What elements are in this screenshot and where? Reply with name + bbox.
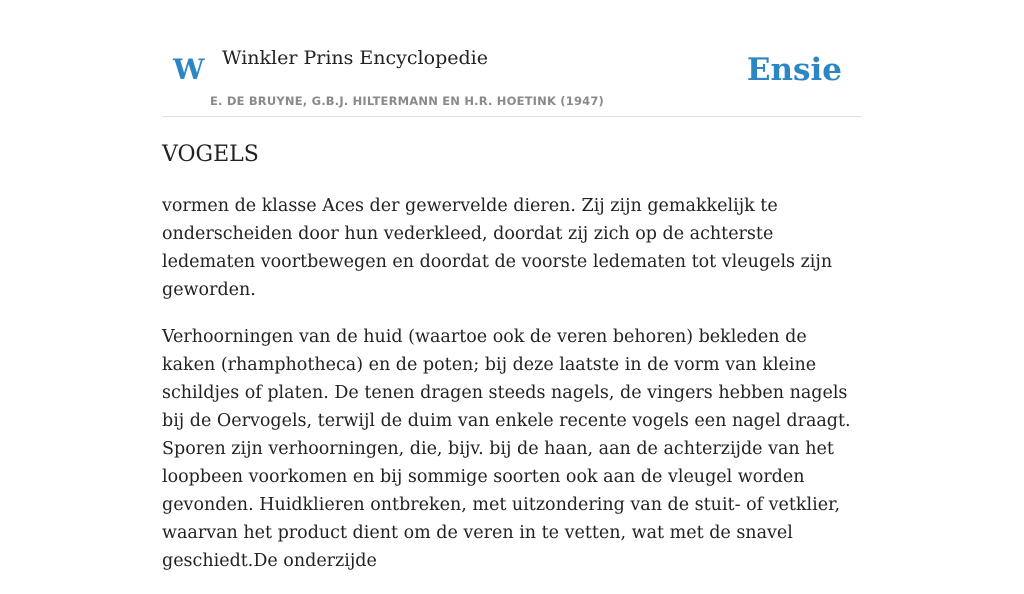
- article-paragraph: vormen de klasse Aces der gewervelde dieren. Zij zijn gemakkelijk te onderscheiden door hun vederkleed, doordat zij zich op de achterste ledematen voortbewegen en doordat de voorste ledematen tot vleugels zijn geworden.: [162, 196, 833, 300]
- ensie-brand-logo[interactable]: Ensie: [746, 52, 842, 88]
- article-title: VOGELS: [162, 142, 259, 167]
- site-header: [162, 40, 862, 117]
- book-authors: E. DE BRUYNE, G.B.J. HILTERMANN EN H.R. HOETINK (1947): [210, 94, 605, 108]
- book-title-link[interactable]: Winkler Prins Encyclopedie: [222, 47, 488, 69]
- winkler-prins-logo-icon[interactable]: W: [173, 53, 205, 86]
- article-paragraph: Verhoorningen van de huid (waartoe ook de veren behoren) bekleden de kaken (rhamphotheca) en de poten; bij deze laatste in de vorm van kleine schildjes of platen. De tenen dragen steeds nagels, de vingers hebben nagels bij de Oervogels, terwijl de duim van enkele recente vogels een nagel draagt. Sporen zijn verhoorningen, die, bijv. bij de haan, aan de achterzijde van het loopbeen voorkomen en bij sommige soorten ook aan de vleugel worden gevonden. Huidklieren ontbreken, met uitzondering van de stuit- of vetklier, waarvan het product dient om de veren in te vetten, wat met de snavel geschiedt.De onderzijde: [162, 327, 851, 571]
- article-body: [162, 192, 862, 594]
